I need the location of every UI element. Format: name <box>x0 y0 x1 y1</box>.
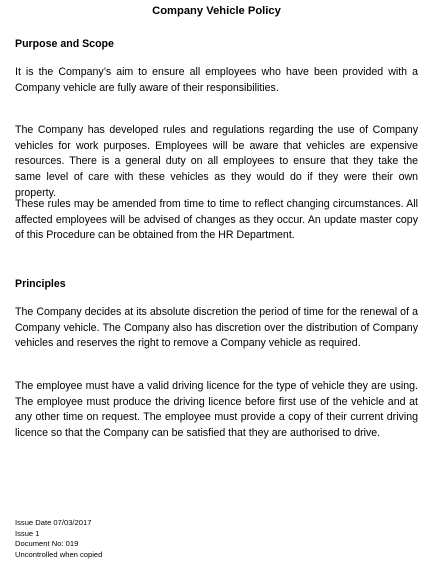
document-number: Document No: 019 <box>15 539 79 549</box>
principles-paragraph-2: The employee must have a valid driving licence for the type of vehicle they are using. The employee must produce the driving licence before first use of the vehicle and at any other time on request. The employee must provide a copy of their current driving licence so that the Company can be satisfied that they are authorised to drive. <box>15 380 418 440</box>
principles-heading: Principles <box>15 278 66 290</box>
issue-date: Issue Date 07/03/2017 <box>15 518 92 527</box>
purpose-heading: Purpose and Scope <box>15 38 114 50</box>
principles-paragraph-1: The Company decides at its absolute discretion the period of time for the renewal of a Company vehicle. The Company also has discretion over the distribution of Company vehicles and reserves the right to remove a Company vehicle as required. <box>15 306 418 350</box>
purpose-paragraph-3: These rules may be amended from time to time to reflect changing circumstances. All affected employees will be advised of changes as they occur. An update master copy of this Procedure can be obtained from the HR Department. <box>15 198 418 242</box>
document-footer <box>15 518 102 560</box>
purpose-paragraph-2: The Company has developed rules and regulations regarding the use of Company vehicles for work purposes. Employees will be aware that vehicles are expensive resources. There is a general duty on all employees to ensure that they take the same level of care with these vehicles as they would do if they were their own property. <box>15 124 418 199</box>
document-title: Company Vehicle Policy <box>152 5 281 17</box>
issue-number: Issue 1 <box>15 528 40 538</box>
control-note: Uncontrolled when copied <box>15 549 103 559</box>
purpose-paragraph-1: It is the Company’s aim to ensure all employees who have been provided with a Company vehicle are fully aware of their responsibilities. <box>15 66 418 94</box>
